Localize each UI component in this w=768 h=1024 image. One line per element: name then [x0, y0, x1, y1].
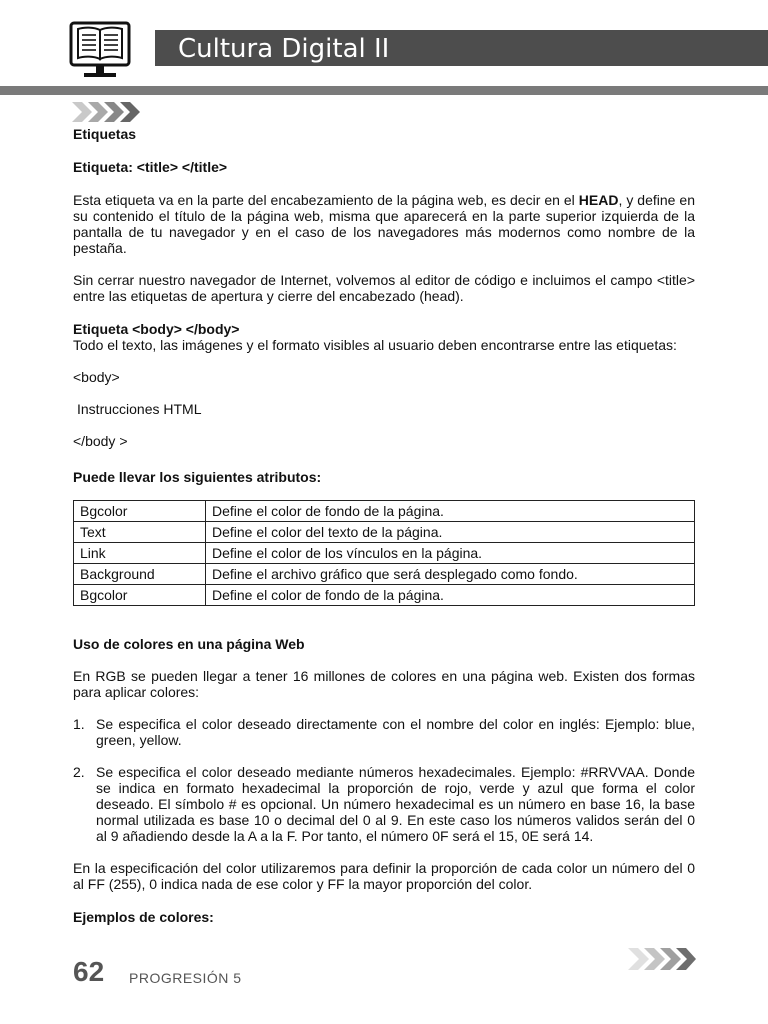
attribute-description: Define el color de los vínculos en la página.	[206, 543, 695, 564]
attribute-description: Define el color del texto de la página.	[206, 522, 695, 543]
table-row	[74, 522, 695, 543]
chevron-arrows-icon	[628, 946, 696, 972]
table-row	[74, 543, 695, 564]
attribute-description: Define el color de fondo de la página.	[206, 585, 695, 606]
color-methods-list	[73, 716, 695, 844]
list-item	[73, 764, 695, 844]
chevron-arrows-icon	[72, 100, 140, 124]
code-body-close: </body >	[73, 433, 128, 449]
head-keyword: HEAD	[578, 192, 619, 208]
heading-ejemplos: Ejemplos de colores:	[73, 909, 214, 925]
paragraph-head	[73, 192, 695, 256]
attribute-name: Bgcolor	[74, 501, 206, 522]
heading-attributes: Puede llevar los siguientes atributos:	[73, 469, 322, 485]
section-label: PROGRESIÓN 5	[129, 970, 242, 986]
list-item-text: Se especifica el color deseado directamente con el nombre del color en inglés: Ejemplo: blue, green, yellow.	[96, 716, 695, 748]
list-item-text: Se especifica el color deseado mediante números hexadecimales. Ejemplo: #RRVVAA. Donde se indica en formato hexadecimal la proporción de rojo, verde y azul que forma el color deseado. El símbolo # es opcional. Un número hexadecimal es un número en base 16, la base normal utilizada es base 10 o decimal del 0 al 9. En este caso los números validos serán del 0 al 9 añadiendo desde la A a la F. Por tanto, el número 0F será el 15, 0E será 14.	[96, 764, 695, 844]
code-body-content: Instrucciones HTML	[77, 401, 202, 417]
header-rule	[0, 86, 768, 95]
attribute-name: Link	[74, 543, 206, 564]
paragraph-editor: Sin cerrar nuestro navegador de Internet, volvemos al editor de código e incluimos el campo <title> entre las etiquetas de apertura y cierre del encabezado (head).	[73, 272, 695, 304]
attribute-description: Define el color de fondo de la página.	[206, 501, 695, 522]
table-row	[74, 585, 695, 606]
attributes-table	[73, 500, 695, 606]
heading-colores: Uso de colores en una página Web	[73, 636, 305, 652]
list-item-number: 1.	[73, 716, 85, 732]
header-title: Cultura Digital II	[178, 34, 390, 64]
heading-title-tag: Etiqueta: <title> </title>	[73, 159, 228, 175]
attribute-name: Text	[74, 522, 206, 543]
attribute-name: Background	[74, 564, 206, 585]
heading-etiquetas: Etiquetas	[73, 126, 137, 142]
heading-body-tag: Etiqueta <body> </body>	[73, 321, 240, 337]
attribute-description: Define el archivo gráfico que será desplegado como fondo.	[206, 564, 695, 585]
paragraph-rgb: En RGB se pueden llegar a tener 16 millones de colores en una página web. Existen dos formas para aplicar colores:	[73, 668, 695, 700]
paragraph-head-text-2: , y define en su contenido el título de la página web, misma que aparecerá en la parte superior izquierda de la pantalla de tu navegador y en el caso de los navegadores más modernos como nombre de la pestaña.	[73, 192, 695, 256]
table-row	[74, 564, 695, 585]
paragraph-body-intro: Todo el texto, las imágenes y el formato visibles al usuario deben encontrarse entre las etiquetas:	[73, 337, 677, 353]
code-body-open: <body>	[73, 369, 120, 385]
list-item	[73, 716, 695, 748]
main-content	[73, 126, 695, 925]
table-row	[74, 501, 695, 522]
attribute-name: Bgcolor	[74, 585, 206, 606]
book-monitor-icon	[68, 20, 132, 82]
list-item-number: 2.	[73, 764, 85, 780]
paragraph-specification: En la especificación del color utilizaremos para definir la proporción de cada color un número del 0 al FF (255), 0 indica nada de ese color y FF la mayor proporción del color.	[73, 860, 695, 892]
page-number: 62	[73, 956, 105, 987]
paragraph-head-text-1: Esta etiqueta va en la parte del encabezamiento de la página web, es decir en el	[73, 192, 579, 208]
